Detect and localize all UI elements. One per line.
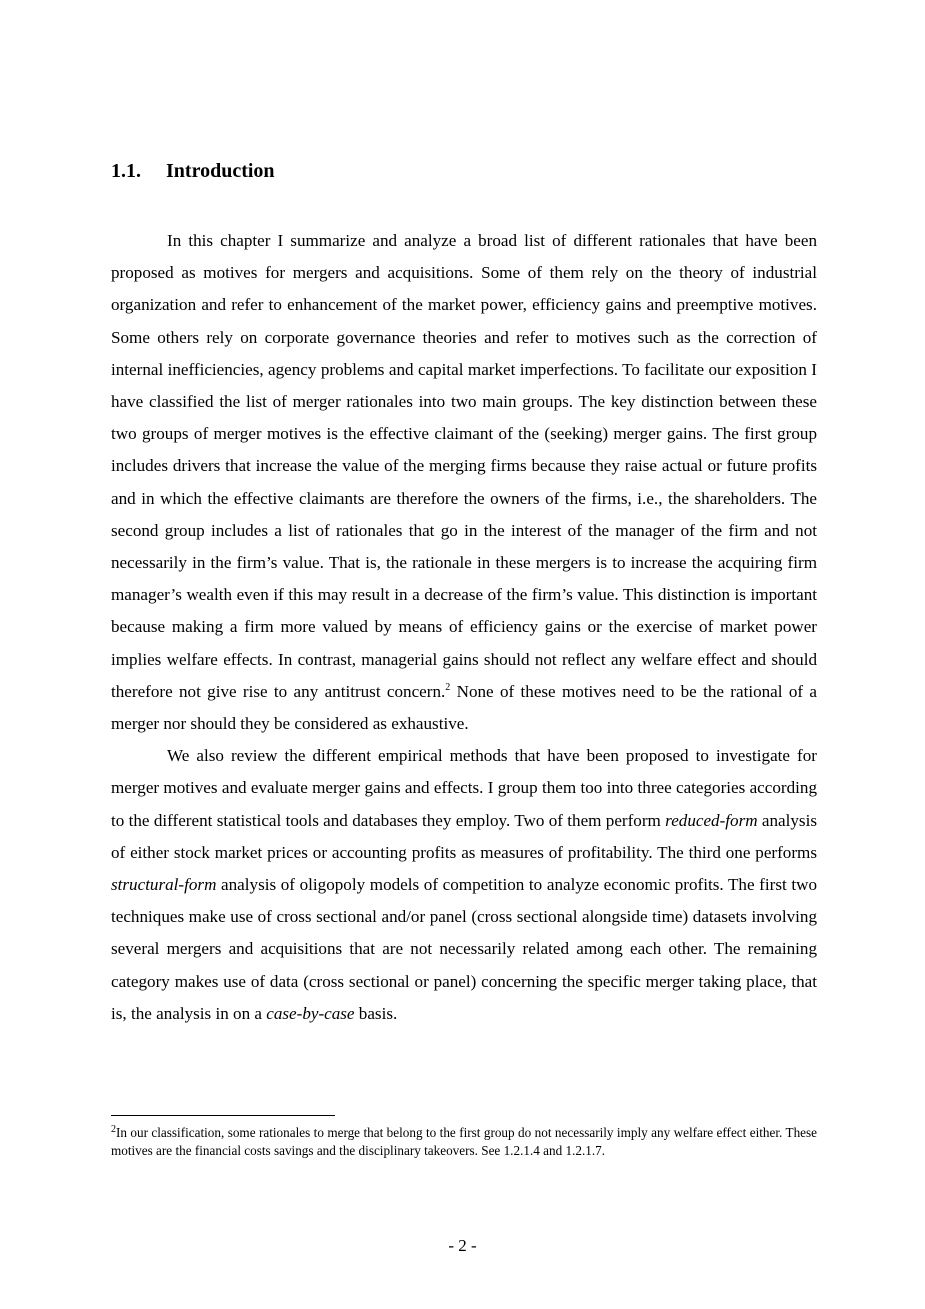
paragraph-2-part-7: basis. <box>354 1003 398 1023</box>
footnote <box>111 1124 817 1161</box>
paragraph-2-part-1: We also review the different empirical methods that have been proposed to investigate for merger motives and evaluate merger gains and effects. I group them too into three categories according to the different statistical tools and databases they employ. Two of them perform <box>111 746 817 830</box>
footnote-separator <box>111 1115 335 1116</box>
structural-form-term: structural-form <box>111 875 217 895</box>
footnote-reference: 2 <box>445 681 451 693</box>
paragraph-2-part-5: analysis of oligopoly models of competition to analyze economic profits. The first two techniques make use of cross sectional and/or panel (cross sectional alongside time) datasets involving several mergers and acquisitions that are not necessarily related among each other. The remaining category makes use of data (cross sectional or panel) concerning the specific merger taking place, that is, the analysis in on a <box>111 875 817 1023</box>
paragraph-2-part-3: analysis of either stock market prices or accounting profits as measures of profitability. The third one performs <box>111 810 817 862</box>
paragraph-2 <box>111 740 817 1030</box>
reduced-form-term: reduced-form <box>665 810 758 830</box>
paragraph-1 <box>111 225 817 740</box>
page-number: - 2 - <box>448 1236 477 1255</box>
section-title: Introduction <box>166 160 275 182</box>
paragraph-1-part-3: None of these motives need to be the rational of a merger nor should they be considered as exhaustive. <box>111 681 817 734</box>
paragraph-1-part-1: In this chapter I summarize and analyze a broad list of different rationales that have been proposed as motives for mergers and acquisitions. Some of them rely on the theory of industrial organization and refer to enhancement of the market power, efficiency gains and preemptive motives. Some others rely on corporate governance theories and refer to motives such as the correction of internal inefficiencies, agency problems and capital market imperfections. To facilitate our exposition I have classified the list of merger rationales into two main groups. The key distinction between these two groups of merger motives is the effective claimant of the (seeking) merger gains. The first group includes drivers that increase the value of the merging firms because they raise actual or future profits and in which the effective claimants are therefore the owners of the firms, i.e., the shareholders. The second group includes a list of rationales that go in the interest of the manager of the firm and not necessarily in the firm’s value. That is, the rationale in these mergers is to increase the acquiring firm manager’s wealth even if this may result in a decrease of the firm’s value. This distinction is important because making a firm more valued by means of efficiency gains or the exercise of market power implies welfare effects. In contrast, managerial gains should not reflect any welfare effect and should therefore not give rise to any antitrust concern. <box>111 231 817 701</box>
section-number: 1.1. <box>111 160 141 182</box>
section-heading <box>111 160 275 183</box>
body-text <box>111 225 817 1030</box>
footnote-text: In our classification, some rationales to merge that belong to the first group do not necessarily imply any welfare effect either. These motives are the financial costs savings and the disciplinary takeovers. See 1.2.1.4 and 1.2.1.7. <box>111 1125 817 1159</box>
case-by-case-term: case-by-case <box>266 1003 355 1023</box>
footnote-marker: 2 <box>111 1124 116 1135</box>
